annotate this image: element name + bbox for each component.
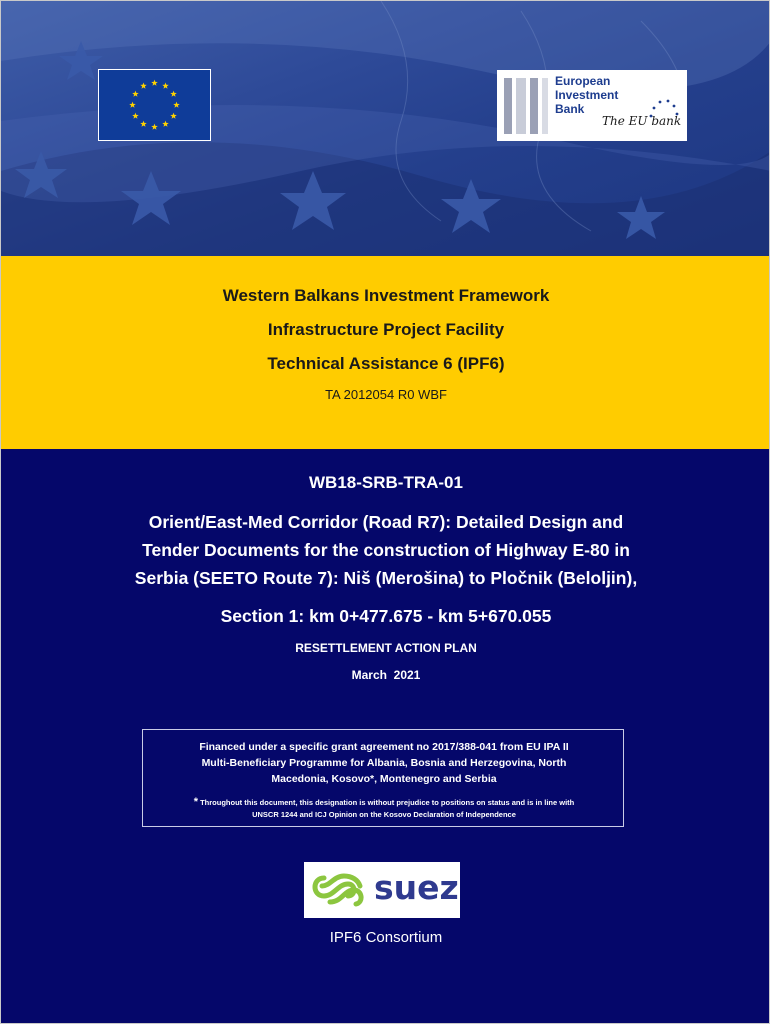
framework-band — [1, 256, 770, 449]
kosovo-footnote — [151, 796, 617, 821]
document-date: March 2021 — [351, 668, 421, 682]
financing-line: Macedonia, Kosovo*, Montenegro and Serbia — [271, 773, 497, 785]
eib-bars-icon — [502, 76, 550, 136]
footnote-line: Throughout this document, this designation is without prejudice to positions on status and is in line with — [198, 798, 575, 807]
project-code: WB18-SRB-TRA-01 — [309, 473, 463, 492]
eib-name-line: Bank — [555, 102, 585, 116]
framework-title: Western Balkans Investment Framework — [222, 286, 550, 305]
financing-line: Multi-Beneficiary Programme for Albania, Bosnia and Herzegovina, North — [201, 757, 567, 769]
eu-star-icon — [151, 124, 157, 130]
financing-line: Financed under a specific grant agreement no 2017/388-041 from EU IPA II — [199, 741, 569, 753]
financing-box — [142, 729, 624, 827]
eu-star-icon — [140, 83, 146, 89]
project-title-line: Tender Documents for the construction of Highway E-80 in — [142, 540, 630, 560]
financing-statement — [151, 739, 617, 787]
document-type: RESETTLEMENT ACTION PLAN — [295, 641, 477, 655]
facility-title: Infrastructure Project Facility — [267, 320, 505, 339]
project-title-line: Orient/East-Med Corridor (Road R7): Detailed Design and — [148, 512, 624, 532]
eib-tagline: The EU bank — [602, 114, 682, 128]
eib-name — [555, 74, 618, 116]
eu-star-icon — [173, 102, 179, 108]
eib-name-line: Investment — [555, 88, 619, 102]
eu-star-icon — [132, 113, 138, 119]
eu-star-icon — [129, 102, 135, 108]
eu-flag-banner — [1, 1, 770, 256]
section-title: Section 1: km 0+477.675 - km 5+670.055 — [220, 606, 552, 626]
eib-name-line: European — [555, 74, 611, 88]
eu-star-icon — [162, 83, 168, 89]
ta-reference: TA 2012054 R0 WBF — [325, 387, 447, 402]
suez-wave-mark-icon — [304, 862, 374, 918]
eu-flag-icon — [98, 69, 211, 141]
footnote-marker: * — [193, 796, 199, 808]
suez-wordmark: suez — [374, 868, 459, 907]
suez-logo — [304, 862, 460, 918]
project-title-line: Serbia (SEETO Route 7): Niš (Merošina) to Pločnik (Beloljin), — [134, 568, 638, 588]
footnote-line: UNSCR 1244 and ICJ Opinion on the Kosovo Declaration of Independence — [252, 810, 516, 819]
eu-star-icon — [151, 80, 157, 86]
eu-star-icon — [132, 91, 138, 97]
eu-star-icon — [170, 113, 176, 119]
eu-star-icon — [170, 91, 176, 97]
eu-star-icon — [162, 121, 168, 127]
eu-star-icon — [140, 121, 146, 127]
eib-logo — [497, 70, 687, 141]
project-section — [1, 449, 770, 1024]
technical-assistance-title: Technical Assistance 6 (IPF6) — [267, 354, 505, 373]
consortium-label: IPF6 Consortium — [329, 929, 443, 946]
